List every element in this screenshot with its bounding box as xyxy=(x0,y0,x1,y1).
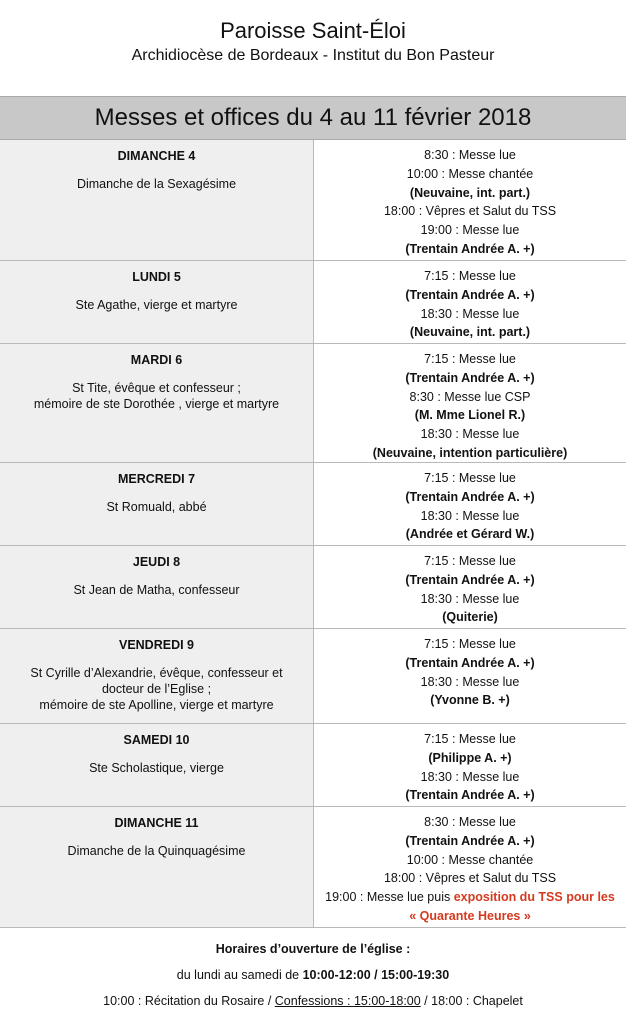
mass-time: 7:15 : Messe lue xyxy=(424,352,516,366)
day-cell xyxy=(0,724,314,806)
day-name: VENDREDI 9 xyxy=(118,638,195,652)
chapelet-text: / 18:00 : Chapelet xyxy=(420,994,523,1008)
mass-intention: (Yvonne B. +) xyxy=(430,693,510,708)
mass-time: 18:30 : Messe lue xyxy=(420,508,520,523)
mass-time: 19:00 : Messe lue xyxy=(420,223,520,238)
mass-intention: (Andrée et Gérard W.) xyxy=(405,527,535,542)
mass-time: 18:00 : Vêpres et Salut du TSS xyxy=(383,204,557,219)
mass-time: 18:30 : Messe lue xyxy=(420,591,520,606)
mass-time: 7:15 : Messe lue xyxy=(424,554,516,568)
mass-time: 8:30 : Messe lue CSP xyxy=(409,389,531,404)
feast-text xyxy=(0,843,313,859)
day-name: MERCREDI 7 xyxy=(117,472,196,486)
feast-line: mémoire de ste Dorothée , vierge et martyre xyxy=(33,397,280,411)
mass-time: 8:30 : Messe lue xyxy=(424,815,516,829)
mass-time: 7:15 : Messe lue xyxy=(424,269,516,283)
day-name: DIMANCHE 4 xyxy=(117,149,196,163)
feast-line: Ste Agathe, vierge et martyre xyxy=(75,298,238,312)
hours-times: 10:00-12:00 / 15:00-19:30 xyxy=(302,968,450,982)
mass-intention: (Philippe A. +) xyxy=(428,750,512,765)
mass-time: 7:15 : Messe lue xyxy=(424,732,516,746)
mass-intention: (Neuvaine, int. part.) xyxy=(409,185,531,200)
day-cell xyxy=(0,629,314,723)
masses-cell xyxy=(314,463,626,545)
mass-time: 18:30 : Messe lue xyxy=(420,674,520,689)
mass-time-exposition xyxy=(314,888,626,907)
schedule-row xyxy=(0,546,626,629)
page-header xyxy=(0,0,626,78)
mass-intention: (Quiterie) xyxy=(442,610,498,625)
mass-time: 10:00 : Messe chantée xyxy=(406,852,534,867)
schedule-table xyxy=(0,96,626,928)
day-name: JEUDI 8 xyxy=(132,555,181,569)
masses-cell xyxy=(314,140,626,260)
day-name: SAMEDI 10 xyxy=(123,733,190,747)
feast-text xyxy=(0,760,313,776)
day-cell xyxy=(0,140,314,260)
schedule-row xyxy=(0,261,626,344)
mass-intention: (Trentain Andrée A. +) xyxy=(405,241,535,256)
mass-time: 18:00 : Vêpres et Salut du TSS xyxy=(383,871,557,886)
exposition-highlight: exposition du TSS pour les xyxy=(453,890,615,905)
mass-time: 7:15 : Messe lue xyxy=(424,471,516,485)
parish-subtitle: Archidiocèse de Bordeaux - Institut du Bon Pasteur xyxy=(131,47,495,64)
mass-intention: (Neuvaine, int. part.) xyxy=(409,325,531,340)
mass-intention: (M. Mme Lionel R.) xyxy=(414,408,526,423)
schedule-row xyxy=(0,463,626,546)
schedule-row xyxy=(0,629,626,724)
schedule-row xyxy=(0,344,626,463)
day-name: LUNDI 5 xyxy=(132,270,181,284)
masses-cell xyxy=(314,344,626,462)
mass-time: 8:30 : Messe lue xyxy=(424,148,516,162)
confessions-text: Confessions : 15:00-18:00 xyxy=(274,994,421,1008)
rosary-text: 10:00 : Récitation du Rosaire / xyxy=(103,994,275,1008)
feast-text xyxy=(0,499,313,515)
schedule-row xyxy=(0,140,626,261)
mass-intention: (Trentain Andrée A. +) xyxy=(405,572,535,587)
mass-intention: (Trentain Andrée A. +) xyxy=(405,833,535,848)
mass-time: 18:30 : Messe lue xyxy=(420,769,520,784)
day-cell xyxy=(0,807,314,927)
feast-line: Dimanche de la Quinquagésime xyxy=(67,844,246,858)
mass-intention: (Trentain Andrée A. +) xyxy=(405,655,535,670)
feast-text xyxy=(0,176,313,192)
masses-cell xyxy=(314,629,626,723)
day-cell xyxy=(0,261,314,343)
masses-cell xyxy=(314,807,626,927)
day-cell xyxy=(0,463,314,545)
mass-intention: (Neuvaine, intention particulière) xyxy=(372,445,568,460)
mass-time: 18:30 : Messe lue xyxy=(420,427,520,442)
feast-line: St Jean de Matha, confesseur xyxy=(73,583,240,597)
mass-intention: (Trentain Andrée A. +) xyxy=(405,370,535,385)
mass-intention: (Trentain Andrée A. +) xyxy=(405,287,535,302)
church-hours xyxy=(0,936,626,1014)
schedule-rows xyxy=(0,140,626,928)
schedule-row xyxy=(0,807,626,928)
mass-time: 18:30 : Messe lue xyxy=(420,306,520,321)
day-cell xyxy=(0,344,314,462)
feast-line: St Cyrille d’Alexandrie, évêque, confesseur et xyxy=(30,666,283,680)
masses-cell xyxy=(314,261,626,343)
feast-line: St Tite, évêque et confesseur ; xyxy=(72,381,241,395)
feast-line: St Romuald, abbé xyxy=(106,500,207,514)
schedule-banner: Messes et offices du 4 au 11 février 2018 xyxy=(0,96,626,140)
schedule-row xyxy=(0,724,626,807)
mass-intention: (Trentain Andrée A. +) xyxy=(405,788,535,803)
masses-cell xyxy=(314,724,626,806)
feast-text xyxy=(0,297,313,313)
day-name: MARDI 6 xyxy=(130,353,183,367)
feast-line: mémoire de ste Apolline, vierge et martyre xyxy=(39,698,274,712)
day-name: DIMANCHE 11 xyxy=(114,816,199,830)
feast-line: Dimanche de la Sexagésime xyxy=(76,177,237,191)
feast-line: Ste Scholastique, vierge xyxy=(89,761,224,775)
mass-time: 7:15 : Messe lue xyxy=(424,637,516,651)
parish-title: Paroisse Saint-Éloi xyxy=(220,18,406,43)
mass-time: 10:00 : Messe chantée xyxy=(406,166,534,181)
mass-intention: (Trentain Andrée A. +) xyxy=(405,489,535,504)
hours-activities xyxy=(0,988,626,1014)
exposition-prefix: 19:00 : Messe lue puis xyxy=(325,890,454,905)
feast-text xyxy=(0,380,313,412)
hours-title: Horaires d’ouverture de l’église : xyxy=(215,942,411,956)
exposition-highlight-2: « Quarante Heures » xyxy=(409,908,531,923)
feast-line: docteur de l’Eglise ; xyxy=(101,682,212,696)
hours-prefix: du lundi au samedi de xyxy=(176,968,303,982)
feast-text xyxy=(0,665,313,713)
hours-weekday xyxy=(0,962,626,988)
day-cell xyxy=(0,546,314,628)
feast-text xyxy=(0,582,313,598)
masses-cell xyxy=(314,546,626,628)
